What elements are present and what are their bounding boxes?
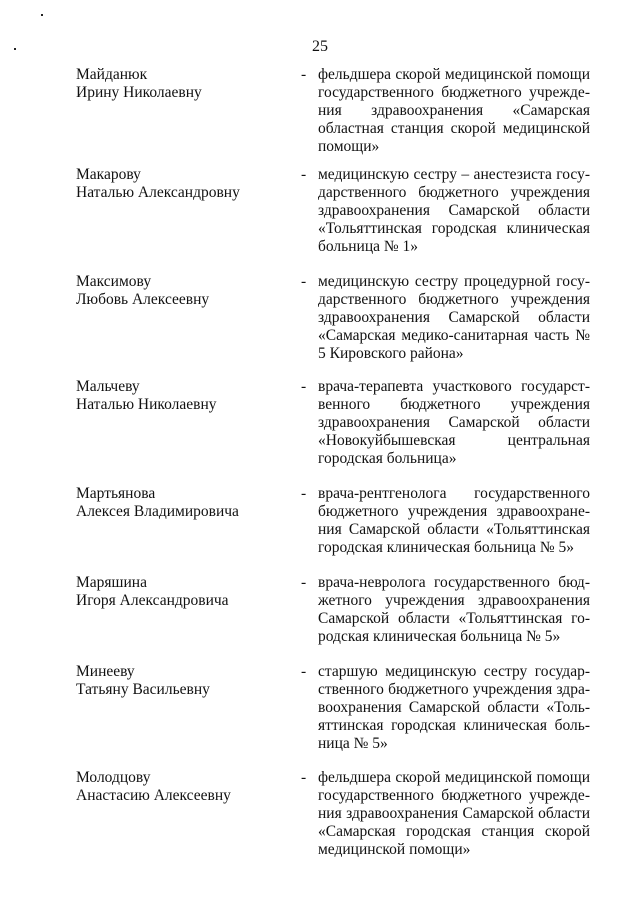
position-description: врача-рентгенолога государственного бюджетного учреждения здравоохранения Самарской области «Тольяттинская городская клиническая больница № 5» — [318, 485, 590, 556]
given-names: Татьяну Васильевну — [76, 681, 210, 698]
dash: - — [301, 166, 307, 183]
position-description: врача-терапевта участкового государственного бюджетного учреждения здравоохранения Самарской области «Новокуйбышевская центральная городская больница» — [318, 378, 590, 467]
given-names: Наталью Николаевну — [76, 396, 217, 413]
given-names: Любовь Алексеевну — [76, 291, 210, 308]
given-names: Игоря Александровича — [76, 592, 229, 609]
position-description: медицинскую сестру процедурной государственного бюджетного учреждения здравоохранения Самарской области «Самарская медико-санитарная часть № 5 Кировского района» — [318, 273, 590, 362]
scan-mark — [41, 14, 43, 16]
person-name — [76, 166, 286, 202]
surname: Молодцову — [76, 769, 151, 786]
dash: - — [301, 66, 307, 83]
position-description: старшую медицинскую сестру государственного бюджетного учреждения здравоохранения Самарской области «Тольяттинская городская клиническая больница № 5» — [318, 663, 590, 752]
position-description: фельдшера скорой медицинской помощи государственного бюджетного учреждения здравоохранения «Самарская областная станция скорой медицинской помощи» — [318, 66, 590, 155]
given-names: Анастасию Алексеевну — [76, 787, 231, 804]
person-name — [76, 273, 286, 309]
given-names: Наталью Александровну — [76, 184, 240, 201]
surname: Макарову — [76, 166, 141, 183]
dash: - — [301, 378, 307, 395]
person-name — [76, 769, 286, 805]
surname: Маряшина — [76, 574, 147, 591]
surname: Майданюк — [76, 66, 148, 83]
person-name — [76, 663, 286, 699]
dash: - — [301, 574, 307, 591]
person-name — [76, 66, 286, 102]
given-names: Алексея Владимировича — [76, 503, 239, 520]
given-names: Ирину Николаевну — [76, 84, 202, 101]
dash: - — [301, 485, 307, 502]
dash: - — [301, 663, 307, 680]
person-name — [76, 485, 286, 521]
position-description: фельдшера скорой медицинской помощи государственного бюджетного учреждения здравоохранения Самарской области «Самарская городская станция скорой медицинской помощи» — [318, 769, 590, 858]
surname: Минееву — [76, 663, 135, 680]
surname: Мартьянова — [76, 485, 156, 502]
dash: - — [301, 769, 307, 786]
dash: - — [301, 273, 307, 290]
surname: Максимову — [76, 273, 152, 290]
page-number: 25 — [312, 38, 328, 55]
surname: Мальчеву — [76, 378, 140, 395]
position-description: медицинскую сестру – анестезиста государственного бюджетного учреждения здравоохранения Самарской области «Тольяттинская городская клиническая больница № 1» — [318, 166, 590, 255]
person-name — [76, 574, 286, 610]
position-description: врача-невролога государственного бюджетного учреждения здравоохранения Самарской области «Тольяттинская городская клиническая больница № 5» — [318, 574, 590, 645]
person-name — [76, 378, 286, 414]
